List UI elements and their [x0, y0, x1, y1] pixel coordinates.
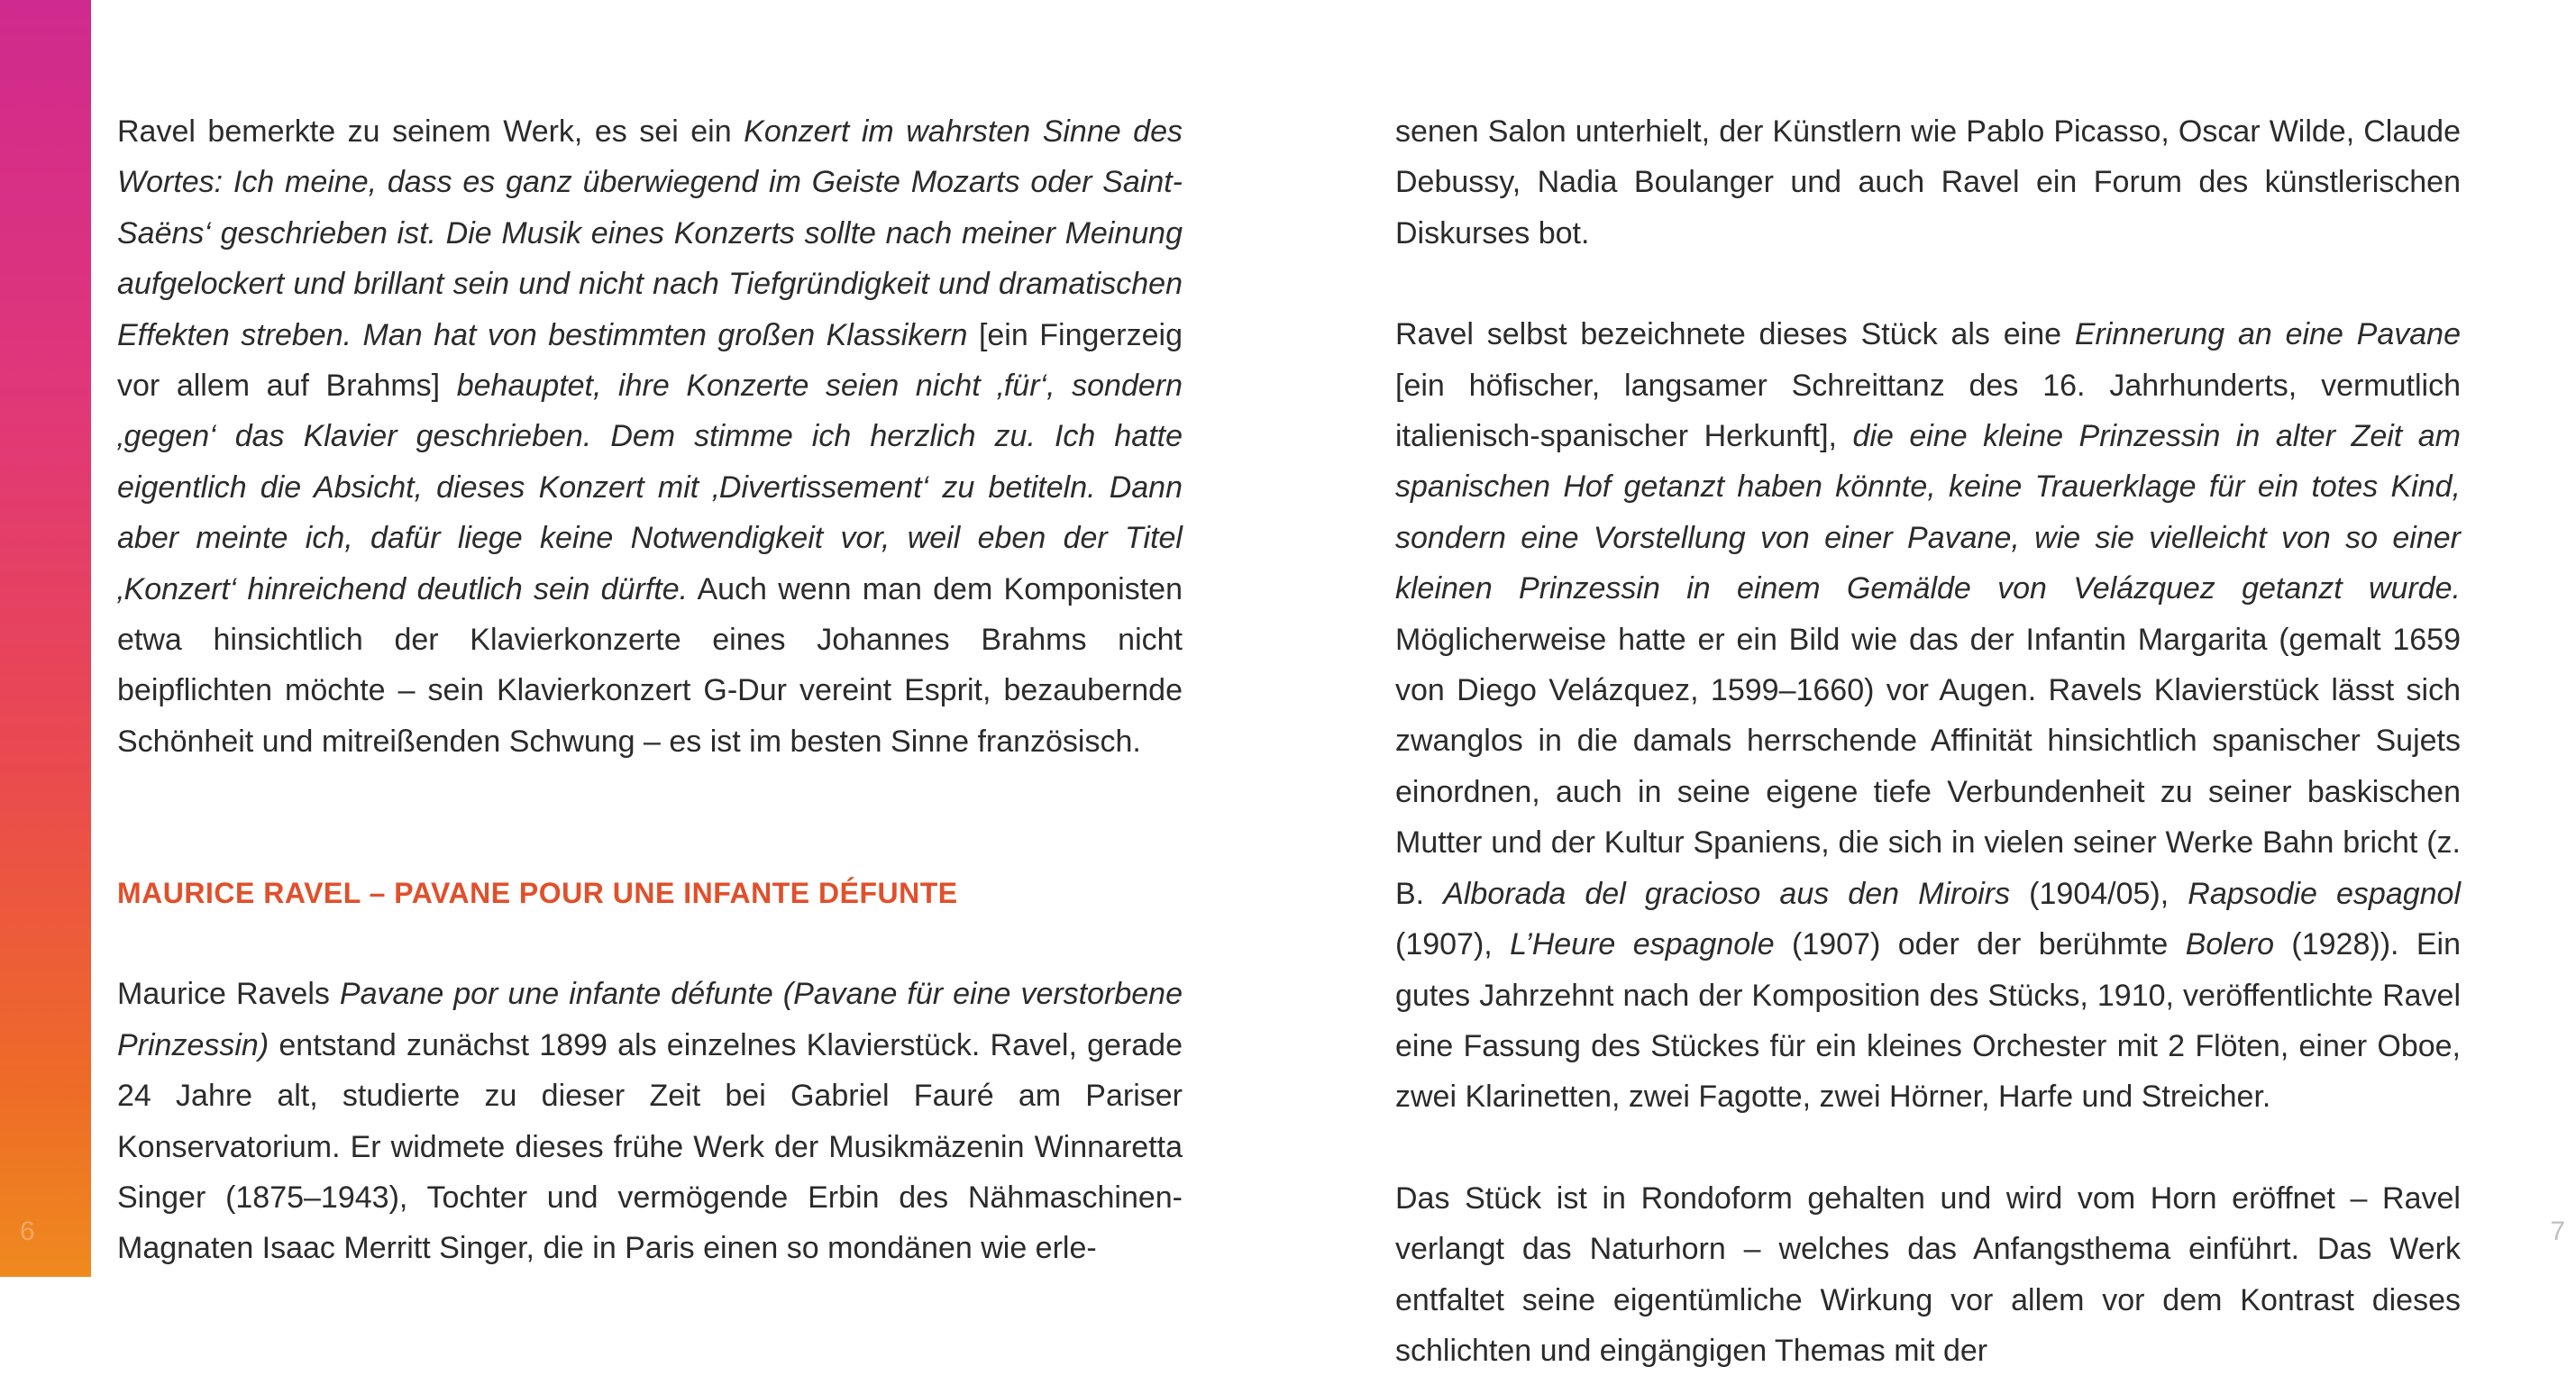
paragraph-salon: senen Salon unterhielt, der Künstlern wie Pablo Picasso, Oscar Wilde, Claude Debussy, Nadia Boulanger und auch Ravel ein Forum des künstlerischen Diskurses bot. [1395, 114, 2461, 251]
spacer [117, 918, 1183, 969]
paragraph-pavane-intro: Maurice Ravels Pavane por une infante défunte (Pavane für eine verstorbene Prinzessin) entstand zunächst 1899 als einzelnes Klavierstück. Ravel, gerade 24 Jahre alt, studierte zu dieser Zeit bei Gabriel Fauré am Pariser Konservatorium. Er widmete dieses frühe Werk der Musikmäzenin Winnaretta Singer (1875–1943), Tochter und vermögende Erbin des Nähmaschinen-Magnaten Isaac Merritt Singer, die in Paris einen so mondänen wie erle- [117, 977, 1183, 1266]
page-number-right: 7 [2550, 1217, 2565, 1246]
spacer [1395, 259, 2461, 309]
decorative-gradient-sidebar [0, 0, 91, 1277]
page-number-left: 6 [20, 1217, 35, 1246]
section-heading: MAURICE RAVEL – PAVANE POUR UNE INFANTE DÉFUNTE [117, 877, 958, 910]
paragraph-rondoform: Das Stück ist in Rondoform gehalten und wird vom Horn eröffnet – Ravel verlangt das Naturhorn – welches das Anfangsthema einführt. Das Werk entfaltet seine eigentümliche Wirkung vor allem vor dem Kontrast dieses schlichten und eingängigen Themas mit der [1395, 1180, 2461, 1368]
spacer [1395, 1123, 2461, 1173]
spacer [117, 767, 1183, 868]
paragraph-ravel-concerto: Ravel bemerkte zu seinem Werk, es sei ein Konzert im wahrsten Sinne des Wortes: Ich meine, dass es ganz überwiegend im Geiste Mozarts oder Saint-Saëns‘ geschrieben ist. Die Musik eines Konzerts sollte nach meiner Meinung aufgelockert und brillant sein und nicht nach Tiefgründigkeit und dramatischen Effekten streben. Man hat von bestimmten großen Klassikern [ein Fingerzeig vor allem auf Brahms] behauptet, ihre Konzerte seien nicht ‚für‘, sondern ‚gegen‘ das Klavier geschrieben. Dem stimme ich herzlich zu. Ich hatte eigentlich die Absicht, dieses Konzert mit ‚Divertissement‘ zu betiteln. Dann aber meinte ich, dafür liege keine Notwendigkeit vor, weil eben der Titel ‚Konzert‘ hinreichend deutlich sein dürfte. Auch wenn man dem Komponisten etwa hinsichtlich der Klavierkonzerte eines Johannes Brahms nicht beipflichten möchte – sein Klavierkonzert G-Dur vereint Esprit, bezaubernde Schönheit und mitreißenden Schwung – es ist im besten Sinne französisch. [117, 114, 1183, 759]
paragraph-pavane-description: Ravel selbst bezeichnete dieses Stück als eine Erinnerung an eine Pavane [ein höfischer, langsamer Schreittanz des 16. Jahrhunderts, vermutlich italienisch-spanischer Herkunft], die eine kleine Prinzessin in alter Zeit am spanischen Hof getanzt haben könnte, keine Trauerklage für ein totes Kind, sondern eine Vorstellung von einer Pavane, wie sie vielleicht von so einer kleinen Prinzessin in einem Gemälde von Velázquez getanzt wurde. Möglicherweise hatte er ein Bild wie das der Infantin Margarita (gemalt 1659 von Diego Velázquez, 1599–1660) vor Augen. Ravels Klavierstück lässt sich zwanglos in die damals herrschende Affinität hinsichtlich spanischer Sujets einordnen, auch in seine eigene tiefe Verbundenheit zu seiner baskischen Mutter und der Kultur Spaniens, die sich in vielen seiner Werke Bahn bricht (z. B. Alborada del gracioso aus den Miroirs (1904/05), Rapsodie espagnol (1907), L’Heure espagnole (1907) oder der berühmte Bolero (1928)). Ein gutes Jahrzehnt nach der Komposition des Stücks, 1910, veröffentlichte Ravel eine Fassung des Stückes für ein kleines Orchester mit 2 Flöten, einer Oboe, zwei Klarinetten, zwei Fagotte, zwei Hörner, Harfe und Streicher. [1395, 317, 2462, 1115]
right-page-column [1395, 106, 2461, 1376]
left-page-column [117, 106, 1183, 1274]
